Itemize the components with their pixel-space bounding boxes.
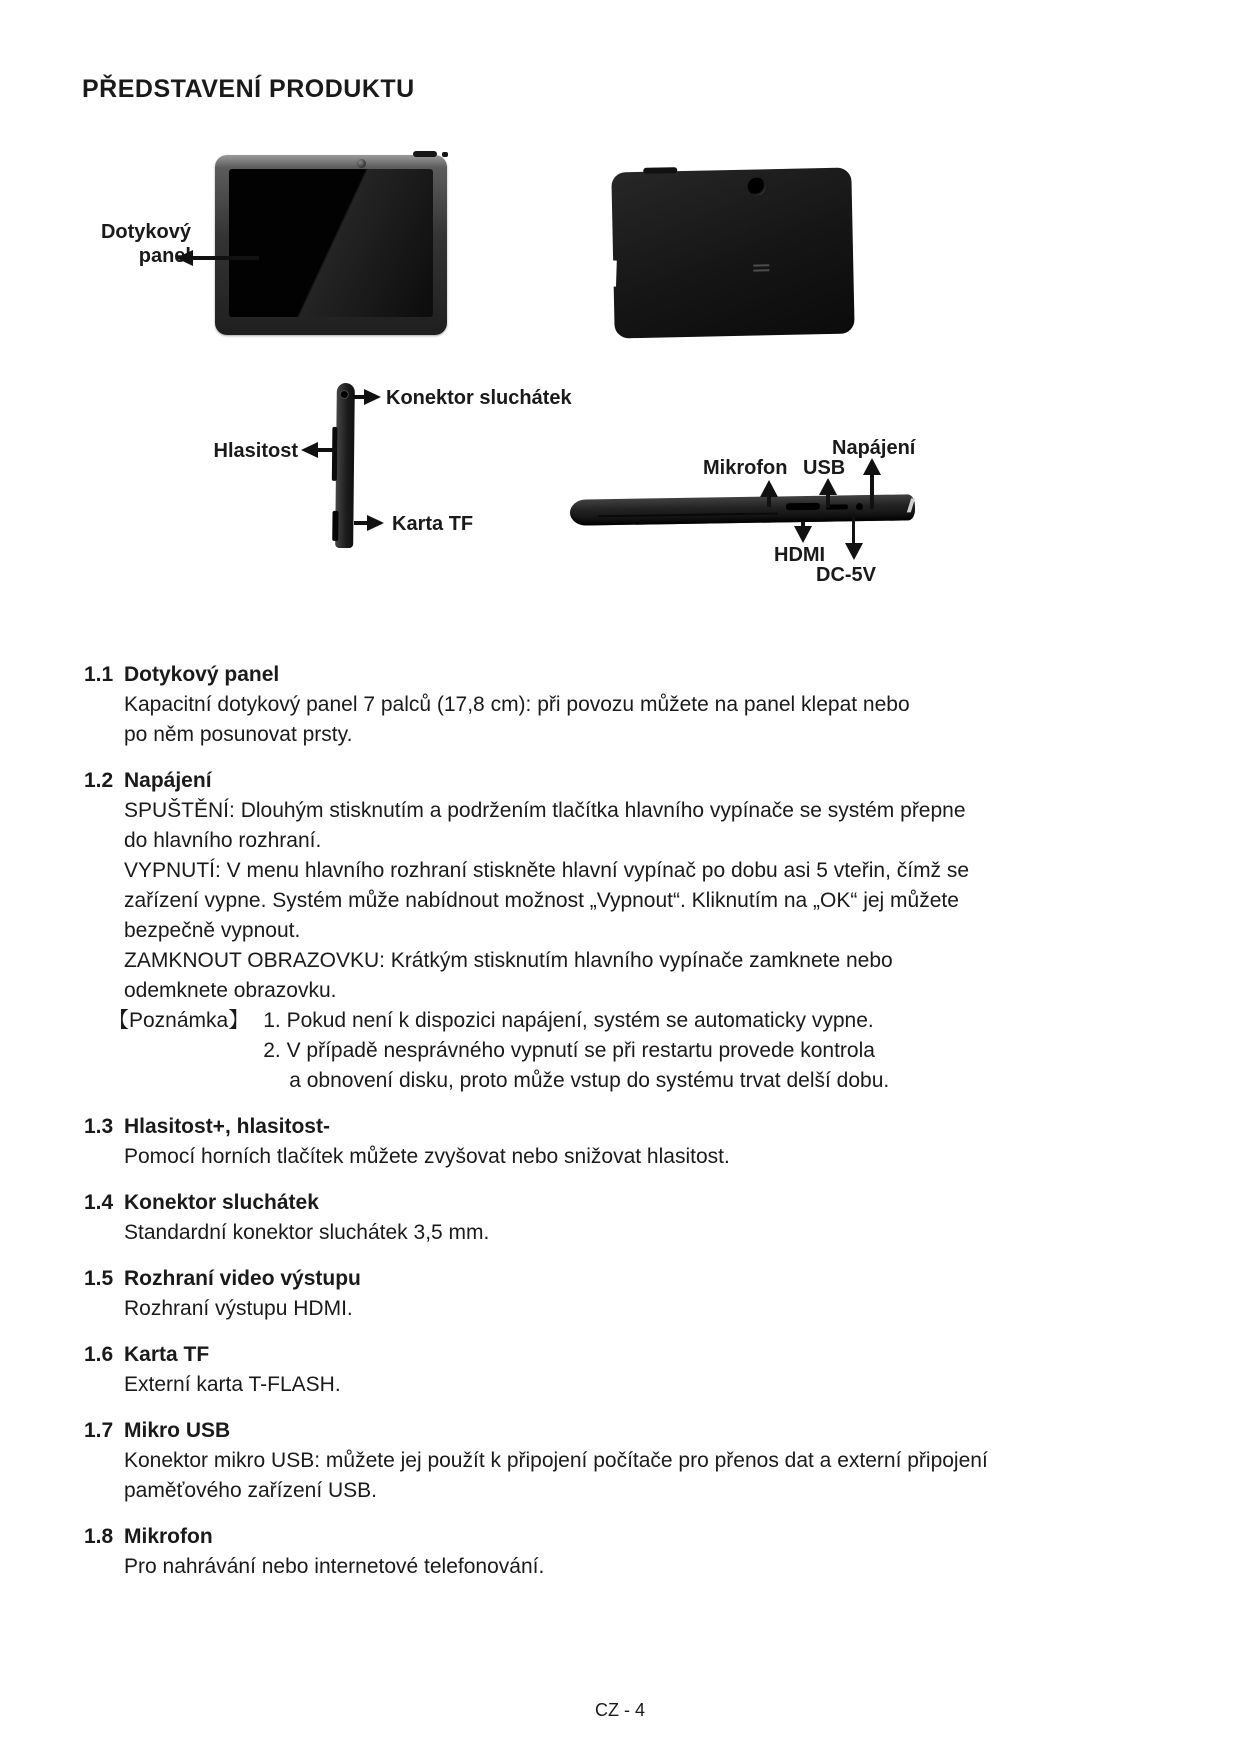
slab-tip-detail	[907, 498, 915, 512]
hdmi-arrow	[794, 526, 812, 543]
section-number: 1.3	[84, 1115, 114, 1138]
tablet-back-view	[611, 168, 854, 339]
body-line: Externí karta T-FLASH.	[124, 1373, 341, 1396]
body-line: Kapacitní dotykový panel 7 palců (17,8 cm): při povozu můžete na panel klepat nebo	[124, 693, 910, 716]
body-line: SPUŠTĚNÍ: Dlouhým stisknutím a podržením tlačítka hlavního vypínače se systém přepne	[124, 799, 966, 822]
section-title: Konektor sluchátek	[124, 1191, 319, 1214]
dc-jack-detail	[856, 503, 863, 510]
section-1-8	[84, 1522, 1162, 1582]
label-tf-card: Karta TF	[392, 513, 474, 535]
dc-arrow	[845, 543, 863, 560]
sections-content	[84, 660, 1162, 1582]
headphone-jack-detail	[341, 391, 348, 398]
section-number: 1.1	[84, 663, 114, 686]
section-title: Mikrofon	[124, 1525, 213, 1548]
tablet-screen	[229, 169, 433, 317]
label-power: Napájení	[832, 437, 916, 459]
section-1-6	[84, 1340, 1162, 1400]
label-volume: Hlasitost	[213, 440, 298, 462]
power-button-detail	[413, 151, 437, 157]
note-line: a obnovení disku, proto může vstup do systému trvat delší dobu.	[289, 1069, 890, 1092]
label-usb: USB	[803, 457, 846, 479]
label-dc-5v: DC-5V	[816, 564, 877, 586]
section-title: Dotykový panel	[124, 663, 280, 686]
body-line: zařízení vypne. Systém může nabídnout možnost „Vypnout“. Kliknutím na „OK“ jej můžete	[124, 889, 959, 912]
body-line: Rozhraní výstupu HDMI.	[124, 1297, 353, 1320]
body-line: VYPNUTÍ: V menu hlavního rozhraní stiskněte hlavní vypínač po dobu asi 5 vteřin, čímž se	[124, 859, 970, 882]
section-title: Hlasitost+, hlasitost-	[124, 1115, 330, 1138]
section-number: 1.2	[84, 769, 114, 792]
tf-card-slot-detail	[332, 511, 338, 541]
body-line: Konektor mikro USB: můžete jej použít k připojení počítače pro přenos dat a externí připojení	[124, 1449, 988, 1472]
volume-rocker-detail	[332, 427, 338, 481]
front-camera-icon	[357, 159, 366, 168]
section-number: 1.6	[84, 1343, 114, 1366]
page-title: PŘEDSTAVENÍ PRODUKTU	[82, 75, 415, 103]
body-line: bezpečně vypnout.	[124, 919, 301, 942]
dc-arrow-line	[852, 513, 855, 544]
tablet-bottom-view	[570, 494, 915, 525]
section-number: 1.4	[84, 1191, 114, 1214]
body-line: paměťového zařízení USB.	[124, 1479, 378, 1502]
section-1-5	[84, 1264, 1162, 1324]
section-1-7	[84, 1416, 1162, 1506]
section-title: Mikro USB	[124, 1419, 231, 1442]
back-grille-detail	[753, 269, 769, 271]
page-number: CZ - 4	[594, 1700, 645, 1720]
body-line: do hlavního rozhraní.	[124, 829, 322, 852]
tf-card-arrow-line	[354, 521, 368, 525]
section-1-1	[84, 660, 1162, 750]
button-detail	[442, 152, 448, 157]
label-hdmi: HDMI	[774, 544, 826, 566]
section-1-3	[84, 1112, 1162, 1172]
label-microphone: Mikrofon	[703, 457, 788, 479]
section-number: 1.8	[84, 1525, 114, 1548]
note-line: 1. Pokud není k dispozici napájení, systém se automaticky vypne.	[263, 1009, 874, 1032]
back-grille-detail	[753, 264, 769, 266]
body-line: Pro nahrávání nebo internetové telefonování.	[124, 1555, 545, 1578]
section-number: 1.5	[84, 1267, 114, 1290]
touch-panel-arrow-line	[191, 256, 259, 260]
tablet-side-view	[335, 383, 355, 548]
label-headphone-connector: Konektor sluchátek	[386, 387, 572, 409]
slab-seam-detail	[598, 512, 778, 517]
section-number: 1.7	[84, 1419, 114, 1442]
section-title: Rozhraní video výstupu	[124, 1267, 361, 1290]
section-title: Karta TF	[124, 1343, 210, 1366]
tf-card-arrow	[367, 515, 384, 531]
body-line: Standardní konektor sluchátek 3,5 mm.	[124, 1221, 490, 1244]
label-touch-panel: Dotykový panel	[100, 221, 191, 267]
hdmi-port-detail	[786, 503, 820, 511]
tablet-front-view	[215, 155, 447, 335]
body-line: po něm posunovat prsty.	[124, 723, 353, 746]
body-line: odemknete obrazovku.	[124, 979, 337, 1002]
body-line: Pomocí horních tlačítek můžete zvyšovat nebo snižovat hlasitost.	[124, 1145, 730, 1168]
section-1-4	[84, 1188, 1162, 1248]
body-line: ZAMKNOUT OBRAZOVKU: Krátkým stisknutím hlavního vypínače zamknete nebo	[124, 949, 893, 972]
section-title: Napájení	[124, 769, 212, 792]
rear-camera-icon	[747, 177, 765, 195]
headphone-arrow	[364, 389, 381, 405]
note-line: 2. V případě nesprávného vypnutí se při restartu provede kontrola	[263, 1039, 875, 1062]
back-notch-detail	[611, 260, 617, 286]
section-1-2	[84, 766, 1162, 1096]
microphone-arrow-line	[767, 495, 771, 507]
power-arrow-line	[870, 473, 874, 509]
note-block	[108, 1006, 1162, 1096]
back-edge-detail	[643, 167, 677, 174]
note-label: 【Poznámka】	[108, 1009, 250, 1032]
volume-arrow-line	[316, 448, 337, 452]
usb-arrow-line	[826, 493, 830, 508]
